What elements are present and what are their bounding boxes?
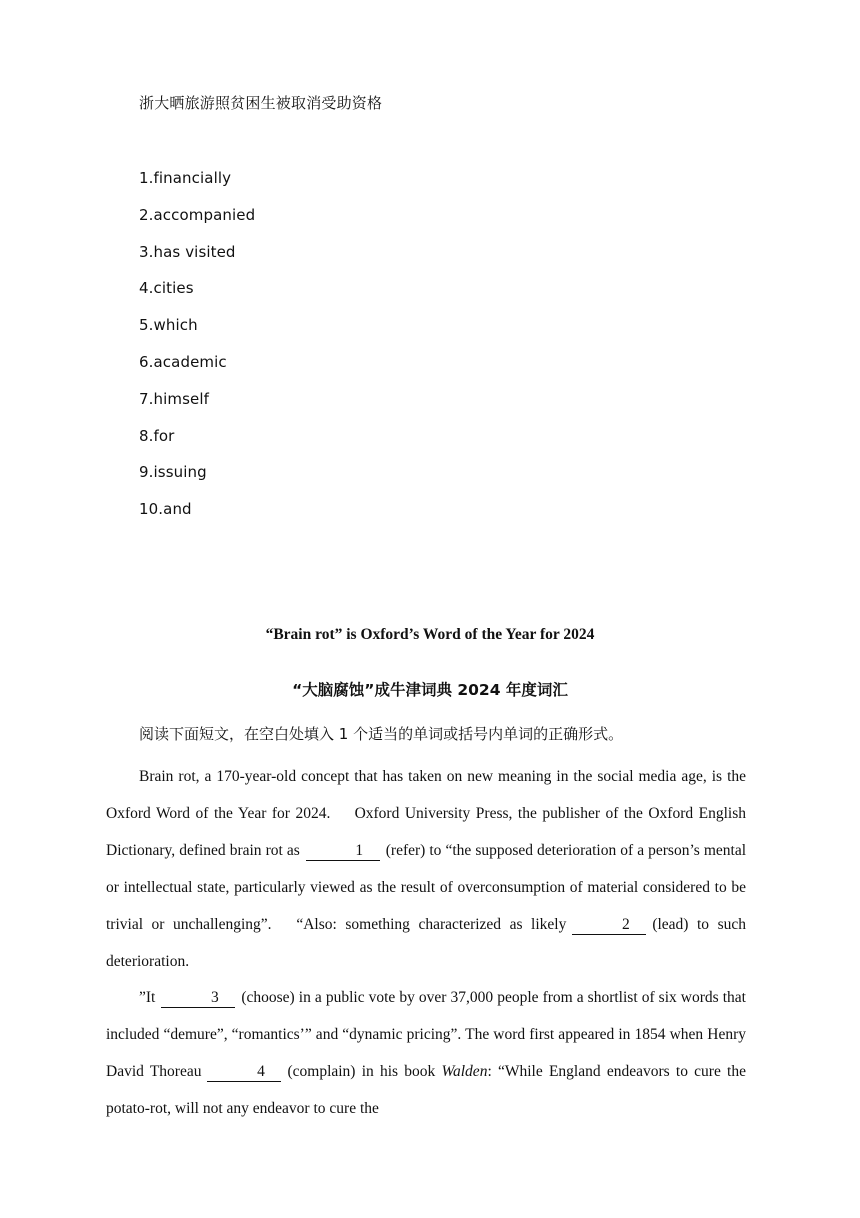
answer-item: 2.accompanied xyxy=(139,205,256,224)
article-body xyxy=(106,759,746,1128)
blank-2: 2 xyxy=(572,916,646,935)
paragraph-text: (choose) in a public vote by over 37,000 people from a shortlist of six words that included “demure”, “romantics’” and “dynamic pricing”. The word first appeared in 1854 when Henry David Thoreau xyxy=(106,989,746,1081)
answer-item: 4.cities xyxy=(139,279,194,298)
paragraph-2 xyxy=(106,980,746,1128)
article-title-english: “Brain rot” is Oxford’s Word of the Year for 2024 xyxy=(265,626,595,643)
paragraph-text: (lead) to such deterioration. xyxy=(106,915,746,970)
answer-item: 9.issuing xyxy=(139,463,207,482)
paragraph-text: (complain) in his book xyxy=(287,1063,436,1081)
paragraph-text: (refer) to “the supposed deterioration of a person’s mental or intellectual state, particularly viewed as the result of overconsumption of material considered to be trivial or unchallenging”. “Also: something characterized as likely xyxy=(106,841,747,933)
book-title: Walden xyxy=(441,1063,488,1081)
blank-1: 1 xyxy=(306,842,380,861)
answer-item: 1.financially xyxy=(139,169,232,187)
answer-item: 3.has visited xyxy=(139,242,236,261)
paragraph-1 xyxy=(106,759,746,980)
paragraph-text: ”It xyxy=(139,989,156,1007)
paragraph-text: Brain rot, a 170-year-old concept that has taken on new meaning in the social media age, is the Oxford Word of the Year for 2024. Oxford University Press, the publisher of the Oxford English Dictionary, defined brain rot as xyxy=(106,768,746,859)
answer-list xyxy=(139,168,255,536)
article-title-chinese: “大脑腐蚀”成牛津词典 2024 年度词汇 xyxy=(292,681,568,699)
answer-item: 7.himself xyxy=(139,389,209,408)
answer-item: 5.which xyxy=(139,316,198,335)
answer-item: 6.academic xyxy=(139,352,227,371)
blank-3: 3 xyxy=(161,989,235,1008)
answer-item: 10.and xyxy=(139,500,192,519)
previous-article-title: 浙大晒旅游照贫困生被取消受助资格 xyxy=(139,94,383,112)
paragraph-text: : “While England endeavors to cure the potato-rot, will not any endeavor to cure the xyxy=(106,1063,746,1118)
blank-4: 4 xyxy=(207,1063,281,1082)
exercise-instruction: 阅读下面短文，在空白处填入 1 个适当的单词或括号内单词的正确形式。 xyxy=(139,725,624,743)
answer-item: 8.for xyxy=(139,426,175,445)
